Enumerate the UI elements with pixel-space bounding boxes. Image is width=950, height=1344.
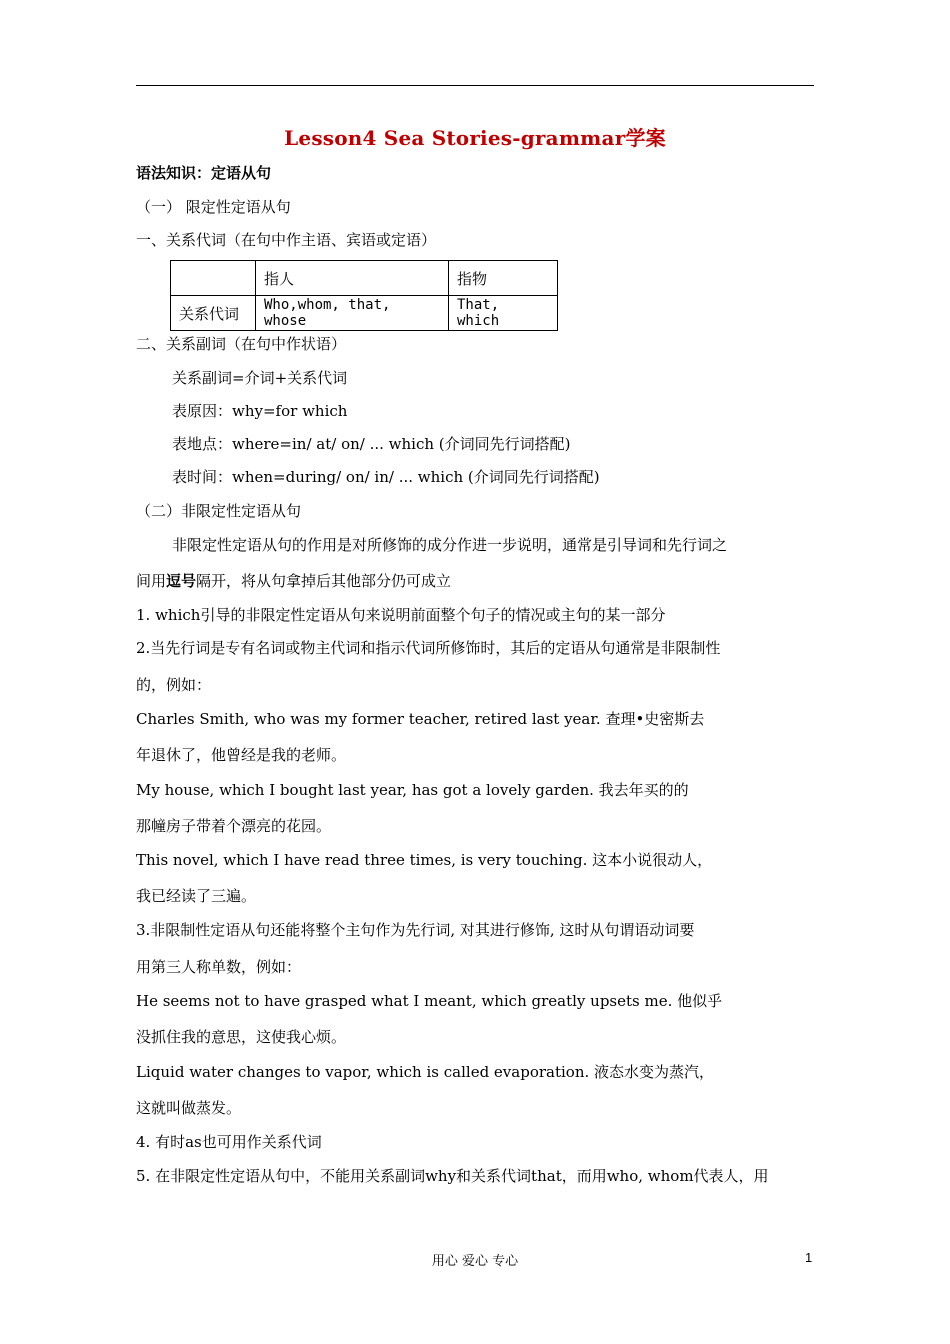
list-item: 表原因：why=for which xyxy=(172,402,348,420)
intro-text: 隔开，将从句拿掉后其他部分仍可成立 xyxy=(196,572,452,590)
list-item: 表时间：when=during/ on/ in/ ... which (介词同先行词搭配) xyxy=(172,468,600,486)
table-cell xyxy=(171,261,256,296)
table-cell: That, which xyxy=(449,296,558,331)
example-line: Liquid water changes to vapor, which is called evaporation. 液态水变为蒸汽， xyxy=(136,1063,715,1081)
example-line: 年退休了，他曾经是我的老师。 xyxy=(136,746,347,764)
list-item: 关系副词=介词+关系代词 xyxy=(172,369,348,387)
intro-text: 间用 xyxy=(136,572,167,590)
table-row xyxy=(171,296,558,331)
subsection-relative-pronouns: 一、关系代词（在句中作主语、宾语或定语） xyxy=(136,231,437,249)
example-line: 这就叫做蒸发。 xyxy=(136,1099,242,1117)
table-row xyxy=(171,261,558,296)
page-footer: 用心 爱心 专心 xyxy=(431,1254,519,1269)
page-title: Lesson4 Sea Stories-grammar学案 xyxy=(284,126,666,150)
intro-line-2 xyxy=(136,571,451,591)
point-line: 2.当先行词是专有名词或物主代词和指示代词所修饰时，其后的定语从句通常是非限制性 xyxy=(136,639,721,657)
example-line: 我已经读了三遍。 xyxy=(136,887,257,905)
header-rule xyxy=(136,85,814,86)
point-line: 1. which引导的非限定性定语从句来说明前面整个句子的情况或主句的某一部分 xyxy=(136,606,666,624)
example-line: This novel, which I have read three times, is very touching. 这本小说很动人， xyxy=(136,851,713,869)
point-line: 3.非限制性定语从句还能将整个主句作为先行词, 对其进行修饰, 这时从句谓语动词要 xyxy=(136,921,695,939)
subsection-relative-adverbs: 二、关系副词（在句中作状语） xyxy=(136,335,347,353)
example-line: Charles Smith, who was my former teacher, retired last year. 查理•史密斯去 xyxy=(136,710,705,728)
example-line: My house, which I bought last year, has got a lovely garden. 我去年买的的 xyxy=(136,781,689,799)
example-line: 那幢房子带着个漂亮的花园。 xyxy=(136,817,332,835)
section-restrictive: （一） 限定性定语从句 xyxy=(136,198,291,216)
list-item: 表地点：where=in/ at/ on/ ... which (介词同先行词搭配) xyxy=(172,435,571,453)
intro-bold-comma: 逗号 xyxy=(166,572,197,590)
section-nonrestrictive: （二）非限定性定语从句 xyxy=(136,502,302,520)
table-cell: 指物 xyxy=(449,261,558,296)
intro-line-1: 非限定性定语从句的作用是对所修饰的成分作进一步说明，通常是引导词和先行词之 xyxy=(172,536,728,554)
page-number: 1 xyxy=(805,1250,813,1265)
point-line: 5. 在非限定性定语从句中，不能用关系副词why和关系代词that，而用who, whom代表人，用 xyxy=(136,1167,769,1185)
grammar-heading: 语法知识：定语从句 xyxy=(136,164,272,182)
point-line: 的，例如： xyxy=(136,676,212,694)
point-line: 4. 有时as也可用作关系代词 xyxy=(136,1133,322,1151)
example-line: He seems not to have grasped what I meant, which greatly upsets me. 他似乎 xyxy=(136,992,723,1010)
table-cell: 指人 xyxy=(256,261,449,296)
table-cell: Who,whom, that, whose xyxy=(256,296,449,331)
example-line: 没抓住我的意思，这使我心烦。 xyxy=(136,1028,347,1046)
table-cell: 关系代词 xyxy=(171,296,256,331)
point-line: 用第三人称单数，例如： xyxy=(136,958,302,976)
relative-pronoun-table xyxy=(170,260,558,331)
